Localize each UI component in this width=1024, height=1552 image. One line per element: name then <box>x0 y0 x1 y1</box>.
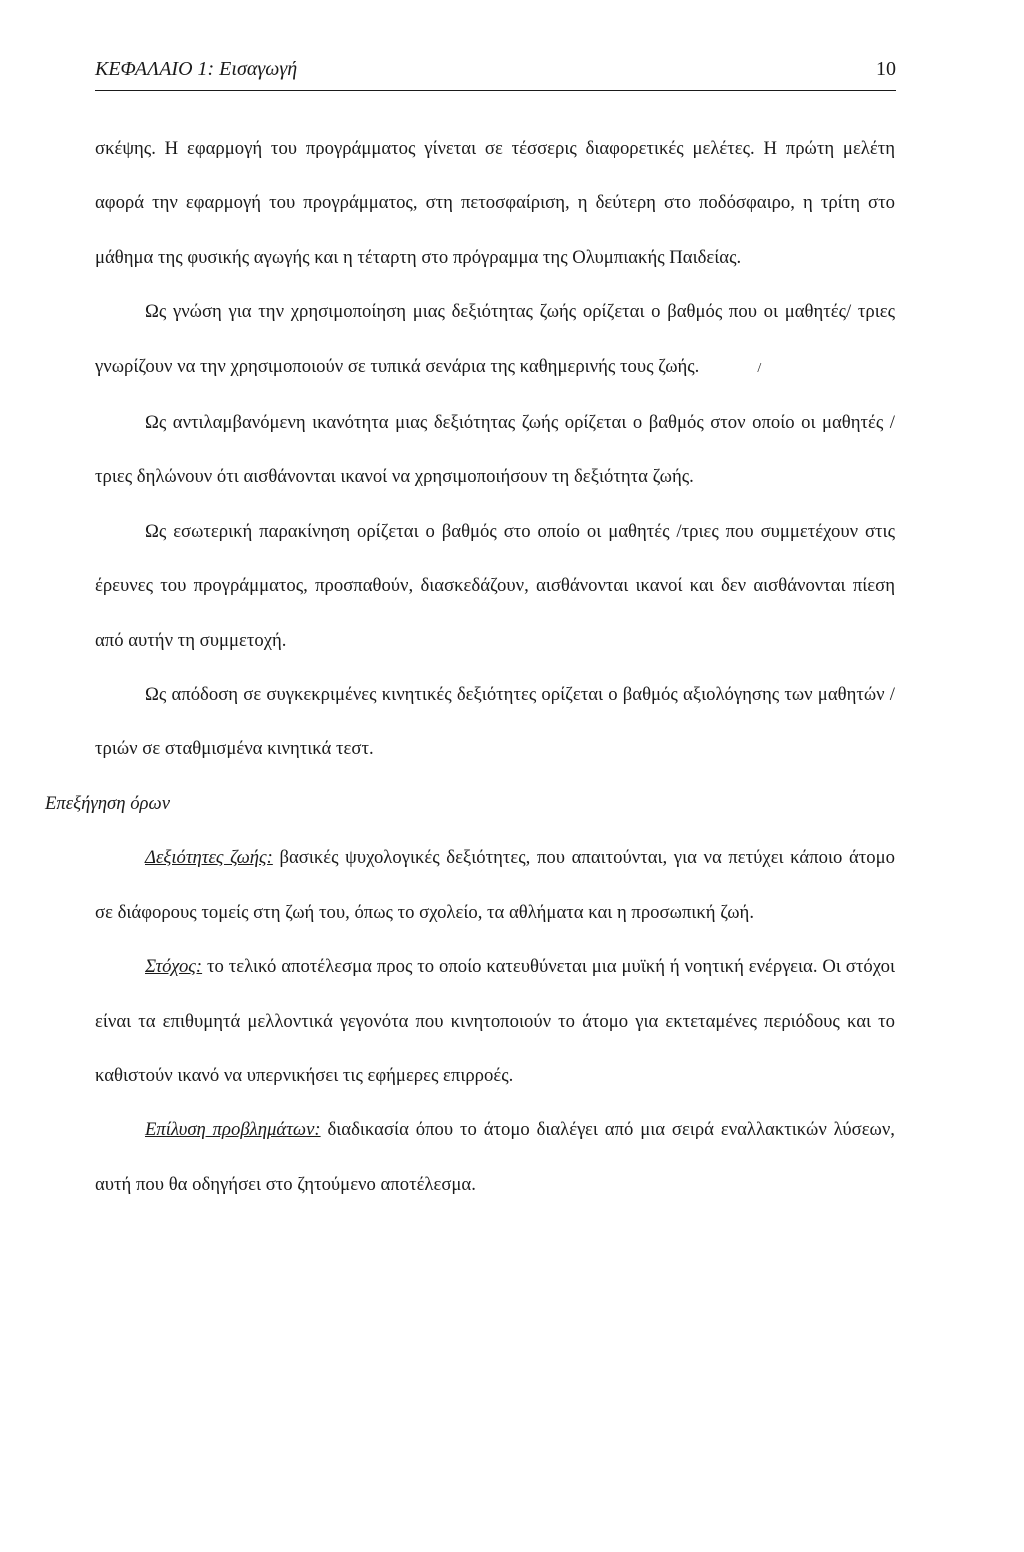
definition-life-skills <box>95 831 895 940</box>
definition-text: το τελικό αποτέλεσμα προς το οποίο κατευθύνεται μια μυϊκή ή νοητική ενέργεια. Οι στόχοι είναι τα επιθυμητά μελλοντικά γεγονότα που κινητοποιούν το άτομο για εκτεταμένες περιόδους και το καθιστούν ικανό να υπερνικήσει τις εφήμερες επιρροές. <box>95 956 895 1086</box>
document-body <box>45 122 895 1212</box>
definition-term: Στόχος: <box>145 956 203 978</box>
paragraph-performance-definition: Ως απόδοση σε συγκεκριμένες κινητικές δεξιότητες ορίζεται ο βαθμός αξιολόγησης των μαθητών /τριών σε σταθμισμένα κινητικά τεστ. <box>95 684 895 760</box>
paragraph-text: Ως γνώση για την χρησιμοποίηση μιας δεξιότητας ζωής ορίζεται ο βαθμός που οι μαθητές/ τριες γνωρίζουν να την χρησιμοποιούν σε τυπικά σενάρια της καθημερινής τους ζωής. <box>95 301 895 377</box>
paragraph-perceived-ability-definition: Ως αντιλαμβανόμενη ικανότητα μιας δεξιότητας ζωής ορίζεται ο βαθμός στον οποίο οι μαθητές /τριες δηλώνουν ότι αισθάνονται ικανοί να χρησιμοποιήσουν τη δεξιότητα ζωής. <box>95 412 895 488</box>
definition-text: διαδικασία όπου το άτομο διαλέγει από μια σειρά εναλλακτικών λύσεων, αυτή που θα οδηγήσει στο ζητούμενο αποτέλεσμα. <box>95 1119 895 1195</box>
page-number: 10 <box>876 58 896 80</box>
section-heading: Επεξήγηση όρων <box>45 792 171 814</box>
definition-term: Δεξιότητες ζωής: <box>145 847 273 869</box>
paragraph-knowledge-definition <box>95 285 895 396</box>
definition-goal <box>95 940 895 1103</box>
paragraph-continuation: σκέψης. Η εφαρμογή του προγράμματος γίνεται σε τέσσερις διαφορετικές μελέτες. Η πρώτη μελέτη αφορά την εφαρμογή του προγράμματος, στη πετοσφαίριση, η δεύτερη στο ποδόσφαιρο, η τρίτη στο μάθημα της φυσικής αγωγής και η τέταρτη στο πρόγραμμα της Ολυμπιακής Παιδείας. <box>95 138 895 268</box>
definition-term: Επίλυση προβλημάτων: <box>145 1119 321 1141</box>
definition-problem-solving <box>95 1103 895 1212</box>
paragraph-intrinsic-motivation-definition: Ως εσωτερική παρακίνηση ορίζεται ο βαθμός στο οποίο οι μαθητές /τριες που συμμετέχουν στις έρευνες του προγράμματος, προσπαθούν, διασκεδάζουν, αισθάνονται ικανοί και δεν αισθάνονται πίεση από αυτήν τη συμμετοχή. <box>95 520 895 651</box>
handwritten-mark: / <box>757 360 762 376</box>
page-header <box>95 50 896 91</box>
definition-text: βασικές ψυχολογικές δεξιότητες, που απαιτούνται, για να πετύχει κάποιο άτομο σε διάφορους τομείς στη ζωή του, όπως το σχολείο, τα αθλήματα και η προσωπική ζωή. <box>95 847 895 923</box>
chapter-title: ΚΕΦΑΛΑΙΟ 1: Εισαγωγή <box>95 58 298 80</box>
